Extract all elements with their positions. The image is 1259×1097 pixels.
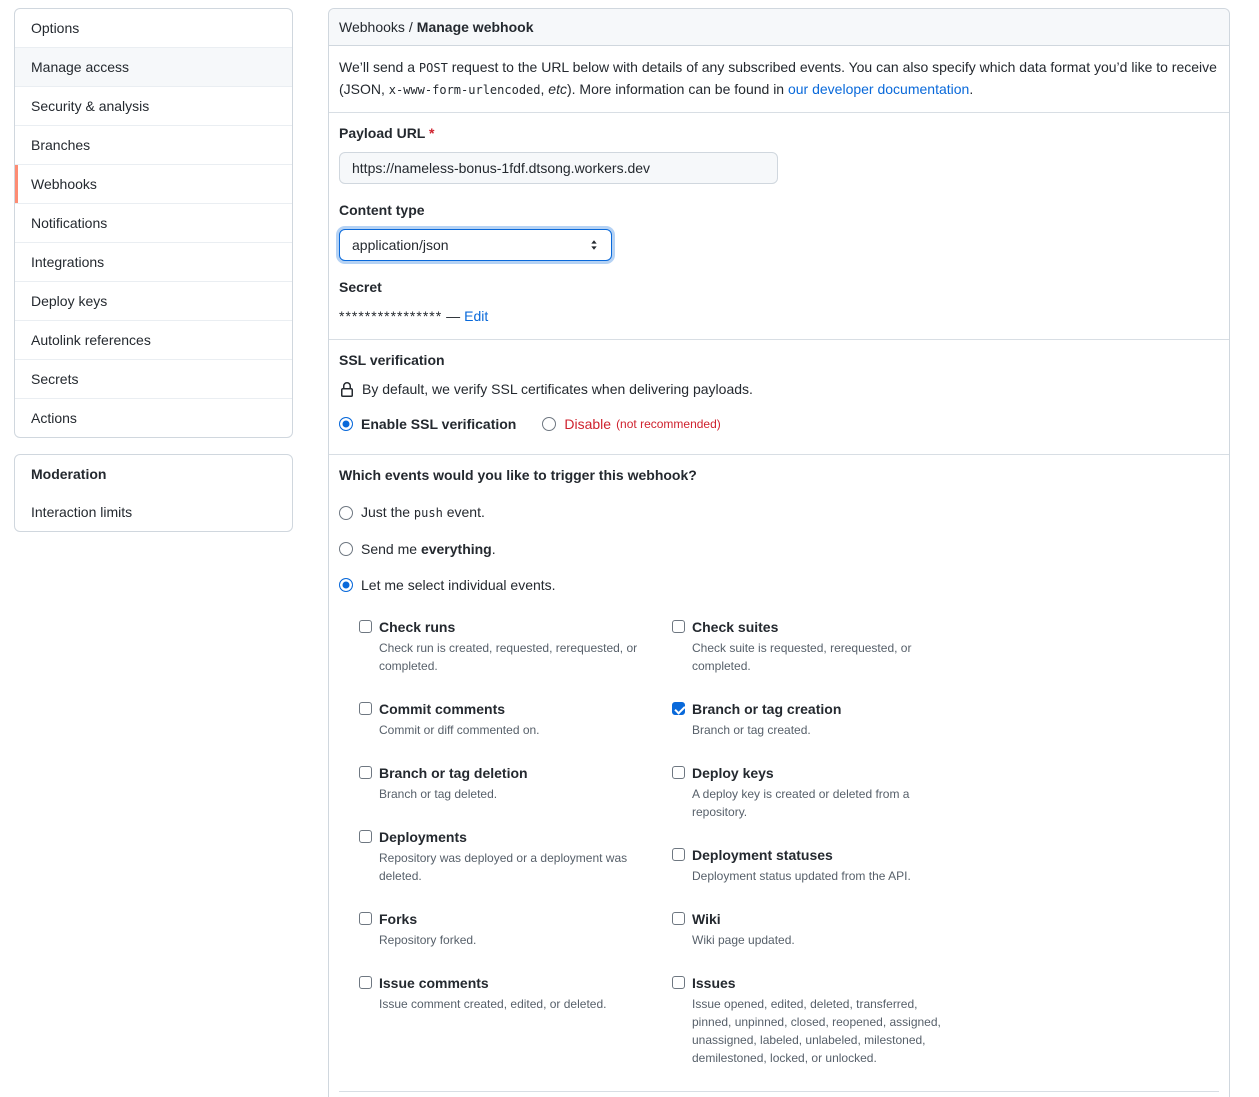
event-title: Forks bbox=[379, 911, 418, 927]
events-section bbox=[329, 454, 1229, 1097]
moderation-header: Moderation bbox=[31, 466, 107, 482]
checkbox-issue-comments[interactable] bbox=[359, 976, 372, 989]
event-deploy-keys bbox=[672, 763, 985, 821]
checkbox-wiki[interactable] bbox=[672, 912, 685, 925]
event-issues bbox=[672, 973, 985, 1067]
payload-url-input[interactable] bbox=[339, 152, 778, 184]
sidebar-item-security-analysis[interactable]: Security & analysis bbox=[15, 86, 292, 125]
event-wiki bbox=[672, 909, 985, 949]
ssl-radio-group bbox=[339, 414, 1219, 434]
event-title: Branch or tag deletion bbox=[379, 765, 528, 781]
sidebar-item-actions[interactable]: Actions bbox=[15, 398, 292, 437]
content-type-selected-value: application/json bbox=[352, 237, 449, 253]
checkbox-deployment-statuses[interactable] bbox=[672, 848, 685, 861]
events-column-1 bbox=[359, 617, 672, 1091]
content-type-label: Content type bbox=[339, 202, 425, 218]
radio-send-everything[interactable] bbox=[339, 542, 353, 556]
disable-ssl-label: Disable bbox=[564, 416, 612, 432]
event-description: Deployment status updated from the API. bbox=[692, 869, 911, 883]
breadcrumb-current: Manage webhook bbox=[416, 19, 534, 35]
event-description: Repository forked. bbox=[379, 933, 477, 947]
sidebar-item-secrets[interactable]: Secrets bbox=[15, 359, 292, 398]
ssl-note-text: By default, we verify SSL certificates when delivering payloads. bbox=[362, 381, 753, 397]
ssl-verification-title: SSL verification bbox=[339, 352, 445, 368]
updown-arrows-icon bbox=[586, 237, 602, 253]
breadcrumb-webhooks-link[interactable]: Webhooks bbox=[339, 19, 405, 35]
secret-masked-value: **************** bbox=[339, 308, 443, 324]
event-deployments bbox=[359, 827, 672, 885]
event-description: Check run is created, requested, rerequested, or completed. bbox=[379, 641, 638, 673]
checkbox-check-runs[interactable] bbox=[359, 620, 372, 633]
event-title: Commit comments bbox=[379, 701, 506, 717]
webhook-intro-text: We’ll send a POST request to the URL below with details of any subscribed events. You can also specify which data format you’d like to receive (JSON, x-www-form-urlencoded, etc). More information can be found in our developer documentation. bbox=[329, 46, 1229, 113]
event-title: Deployments bbox=[379, 829, 467, 845]
sidebar-item-notifications[interactable]: Notifications bbox=[15, 203, 292, 242]
radio-just-push[interactable] bbox=[339, 506, 353, 520]
event-title: Wiki bbox=[692, 911, 721, 927]
event-deployment-statuses bbox=[672, 845, 985, 885]
sidebar-item-manage-access[interactable]: Manage access bbox=[15, 47, 292, 86]
sidebar-item-autolink-references[interactable]: Autolink references bbox=[15, 320, 292, 359]
event-title: Issue comments bbox=[379, 975, 489, 991]
ssl-note bbox=[339, 379, 1219, 400]
webhook-form-section bbox=[329, 113, 1229, 339]
radio-select-individual[interactable] bbox=[339, 578, 353, 592]
event-title: Issues bbox=[692, 975, 736, 991]
event-description: A deploy key is created or deleted from a repository. bbox=[692, 787, 910, 819]
moderation-menu-items bbox=[15, 493, 292, 531]
disable-ssl-note: (not recommended) bbox=[616, 417, 721, 431]
event-description: Branch or tag created. bbox=[692, 723, 811, 737]
event-description: Branch or tag deleted. bbox=[379, 787, 498, 801]
events-grid bbox=[359, 617, 1219, 1091]
event-title: Deploy keys bbox=[692, 765, 774, 781]
event-check-suites bbox=[672, 617, 985, 675]
event-trigger-options bbox=[339, 502, 1219, 595]
secret-row bbox=[339, 306, 1219, 327]
event-description: Wiki page updated. bbox=[692, 933, 795, 947]
breadcrumb-separator: / bbox=[408, 19, 413, 35]
checkbox-issues[interactable] bbox=[672, 976, 685, 989]
event-description: Issue opened, edited, deleted, transferred, pinned, unpinned, closed, reopened, assigned, unassigned, labeled, unlabeled, milestoned, demilestoned, locked, or unlocked. bbox=[692, 997, 941, 1065]
events-bottom-divider bbox=[339, 1091, 1219, 1097]
sidebar-item-branches[interactable]: Branches bbox=[15, 125, 292, 164]
developer-documentation-link[interactable]: our developer documentation bbox=[787, 81, 970, 97]
sidebar-item-integrations[interactable]: Integrations bbox=[15, 242, 292, 281]
sidebar-item-webhooks[interactable]: Webhooks bbox=[15, 164, 292, 203]
event-forks bbox=[359, 909, 672, 949]
ssl-verification-section bbox=[329, 339, 1229, 454]
sidebar-item-deploy-keys[interactable]: Deploy keys bbox=[15, 281, 292, 320]
breadcrumb bbox=[329, 9, 1229, 46]
event-commit-comments bbox=[359, 699, 672, 739]
radio-enable-ssl[interactable] bbox=[339, 417, 353, 431]
checkbox-check-suites[interactable] bbox=[672, 620, 685, 633]
checkbox-deployments[interactable] bbox=[359, 830, 372, 843]
settings-menu bbox=[14, 8, 293, 438]
checkbox-commit-comments[interactable] bbox=[359, 702, 372, 715]
event-description: Check suite is requested, rerequested, or completed. bbox=[692, 641, 912, 673]
secret-separator: — bbox=[446, 308, 461, 324]
content-type-select[interactable] bbox=[339, 229, 612, 261]
checkbox-branch-or-tag-deletion[interactable] bbox=[359, 766, 372, 779]
event-issue-comments bbox=[359, 973, 672, 1013]
events-column-2 bbox=[672, 617, 985, 1091]
event-title: Branch or tag creation bbox=[692, 701, 842, 717]
required-asterisk: * bbox=[429, 125, 435, 141]
event-description: Repository was deployed or a deployment was deleted. bbox=[379, 851, 628, 883]
settings-sidebar bbox=[14, 8, 293, 532]
secret-label: Secret bbox=[339, 279, 382, 295]
lock-icon bbox=[339, 382, 355, 398]
sidebar-item-interaction-limits[interactable]: Interaction limits bbox=[31, 504, 133, 520]
trigger-option-just-push bbox=[339, 502, 1219, 523]
sidebar-item-options[interactable]: Options bbox=[31, 20, 80, 36]
trigger-option-send-everything bbox=[339, 539, 1219, 559]
event-description: Issue comment created, edited, or deleted. bbox=[379, 997, 607, 1011]
enable-ssl-label: Enable SSL verification bbox=[361, 416, 517, 432]
event-branch-or-tag-creation bbox=[672, 699, 985, 739]
checkbox-deploy-keys[interactable] bbox=[672, 766, 685, 779]
radio-disable-ssl[interactable] bbox=[542, 417, 556, 431]
payload-url-label: Payload URL * bbox=[339, 125, 435, 141]
trigger-option-label: Just the push event. bbox=[361, 504, 485, 520]
trigger-option-label: Let me select individual events. bbox=[361, 577, 556, 593]
manage-webhook-panel bbox=[328, 8, 1230, 1097]
events-question: Which events would you like to trigger this webhook? bbox=[339, 467, 697, 483]
checkbox-forks[interactable] bbox=[359, 912, 372, 925]
secret-edit-link[interactable]: Edit bbox=[464, 308, 489, 324]
trigger-option-select-individual bbox=[339, 575, 1219, 595]
trigger-option-label: Send me everything. bbox=[361, 541, 496, 557]
event-description: Commit or diff commented on. bbox=[379, 723, 540, 737]
moderation-menu bbox=[14, 454, 293, 532]
event-title: Check suites bbox=[692, 619, 779, 635]
event-check-runs bbox=[359, 617, 672, 675]
event-branch-or-tag-deletion bbox=[359, 763, 672, 803]
checkbox-branch-or-tag-creation[interactable] bbox=[672, 702, 685, 715]
event-title: Check runs bbox=[379, 619, 456, 635]
event-title: Deployment statuses bbox=[692, 847, 833, 863]
